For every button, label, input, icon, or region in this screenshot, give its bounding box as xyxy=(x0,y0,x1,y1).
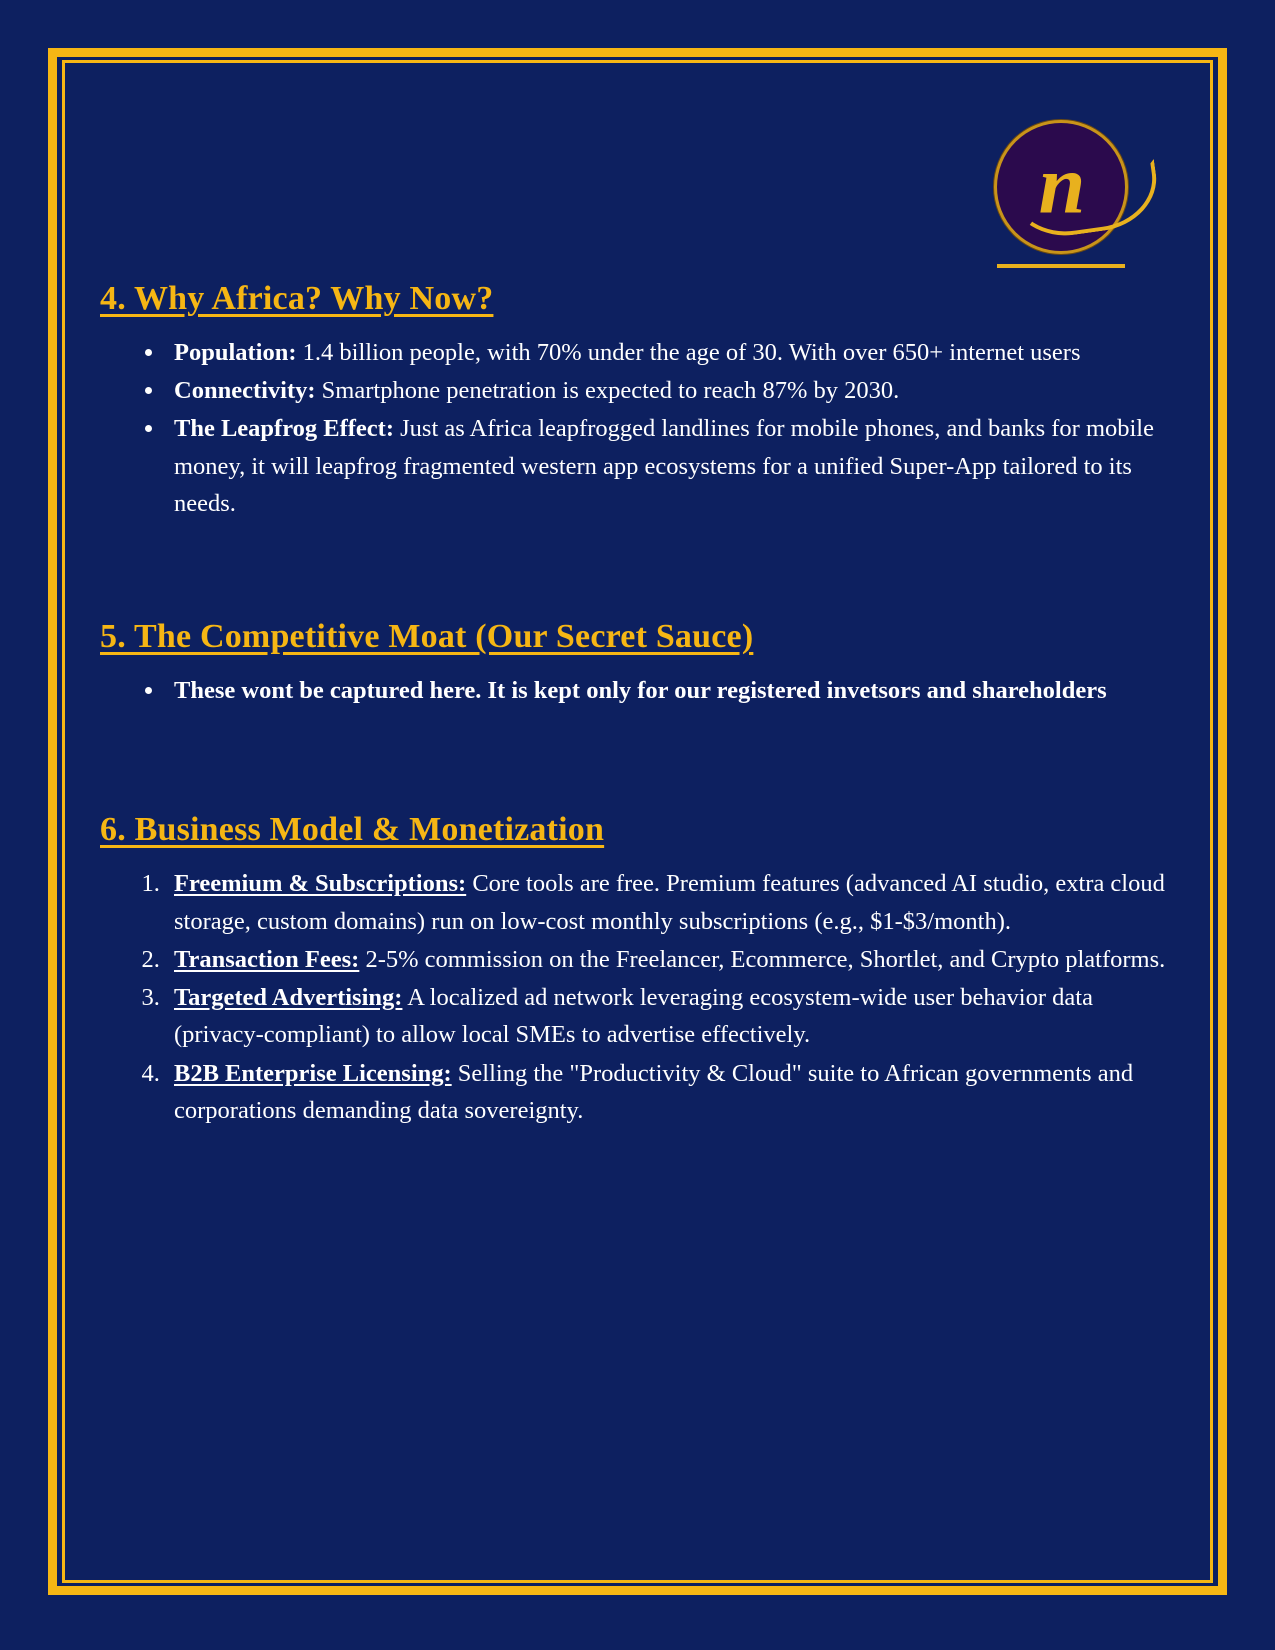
list-item-lead: Population: xyxy=(174,339,297,366)
bullet-list xyxy=(108,334,1175,522)
list-item xyxy=(166,334,1175,371)
list-item-text: 2-5% commission on the Freelancer, Ecommerce, Shortlet, and Crypto platforms. xyxy=(359,945,1166,973)
list-item-text: Core tools are free. Premium features (advanced AI studio, extra cloud storage, custom domains) run on low-cost monthly subscriptions (e.g., $1-$3/month). xyxy=(174,870,1165,935)
list-item-lead: Transaction Fees: xyxy=(174,945,360,973)
numbered-list xyxy=(108,865,1175,1129)
list-item-text: Just as Africa leapfrogged landlines for mobile phones, and banks for mobile money, it will leapfrog fragmented western app ecosystems for a unified Super-App tailored to its needs. xyxy=(174,415,1154,517)
list-item xyxy=(166,979,1175,1053)
logo-circle-icon xyxy=(994,120,1128,254)
list-item-lead: The Leapfrog Effect: xyxy=(174,415,394,443)
list-item-text: Smartphone penetration is expected to reach 87% by 2030. xyxy=(315,377,900,405)
section-title: 4. Why Africa? Why Now? xyxy=(100,280,494,317)
logo-letter: n xyxy=(1038,138,1084,232)
list-item-lead: Connectivity: xyxy=(174,377,316,405)
list-item-text: Selling the "Productivity & Cloud" suite to African governments and corporations demanding data sovereignty. xyxy=(174,1059,1134,1124)
logo-underline xyxy=(997,264,1125,268)
list-item xyxy=(166,865,1175,939)
list-item-text: 1.4 billion people, with 70% under the age of 30. With over 650+ internet users xyxy=(296,339,1081,366)
list-item-text: A localized ad network leveraging ecosystem-wide user behavior data (privacy-compliant) to allow local SMEs to advertise effectively. xyxy=(174,984,1093,1049)
section-why-africa xyxy=(100,280,1175,522)
section-title: 5. The Competitive Moat (Our Secret Sauce) xyxy=(100,618,754,656)
section-business-model xyxy=(100,811,1175,1129)
list-item xyxy=(166,410,1175,522)
brand-logo xyxy=(991,120,1131,268)
list-item xyxy=(166,372,1175,409)
section-title: 6. Business Model & Monetization xyxy=(100,811,605,849)
bullet-list xyxy=(108,672,1175,709)
list-item-text: These wont be captured here. It is kept only for our registered invetsors and shareholders xyxy=(174,677,1107,705)
section-competitive-moat xyxy=(100,618,1175,709)
list-item-lead: Freemium & Subscriptions: xyxy=(174,870,467,898)
list-item xyxy=(166,1055,1175,1129)
list-item-lead: Targeted Advertising: xyxy=(174,984,403,1012)
list-item-lead: B2B Enterprise Licensing: xyxy=(174,1059,452,1087)
list-item xyxy=(166,941,1175,978)
list-item xyxy=(166,672,1175,709)
page-content xyxy=(100,100,1175,1550)
